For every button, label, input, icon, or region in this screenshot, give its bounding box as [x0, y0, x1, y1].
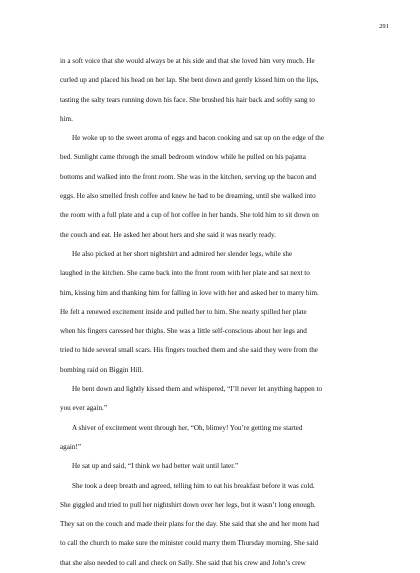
text-line: the room with a full plate and a cup of hot coffee in her hands. She told him to sit down on [60, 211, 319, 220]
text-line: him. [60, 114, 73, 123]
text-line: He bent down and lightly kissed them and whispered, “I’ll never let anything happen to [72, 385, 323, 394]
text-line: They sat on the couch and made their plans for the day. She said that she and her mom had [60, 520, 319, 529]
text-line: you ever again.” [60, 404, 107, 413]
text-line: again!” [60, 442, 82, 451]
text-line: eggs. He also smelled fresh coffee and knew he had to be dreaming, until she walked into [60, 192, 316, 201]
text-line: curled up and placed his head on her lap. She bent down and gently kissed him on the lips, [60, 76, 319, 85]
text-line: laughed in the kitchen. She came back into the front room with her plate and sat next to [60, 269, 310, 278]
text-line: A shiver of excitement went through her, “Oh, blimey! You’re getting me started [72, 423, 303, 432]
text-line: that she also needed to call and check on Sally. She said that his crew and John’s crew [60, 558, 306, 567]
text-line: to call the church to make sure the minister could marry them Thursday morning. She said [60, 539, 319, 548]
text-line: tasting the salty tears running down his face. She brushed his hair back and softly sang to [60, 95, 315, 104]
text-line: tried to hide several small scars. His fingers touched them and she said they were from the [60, 346, 318, 355]
text-line: He felt a renewed excitement inside and pulled her to him. She nearly spilled her plate [60, 307, 307, 316]
text-line: She took a deep breath and agreed, telling him to eat his breakfast before it was cold. [72, 481, 315, 490]
text-line: bed. Sunlight came through the small bedroom window while he pulled on his pajama [60, 153, 306, 162]
body-text [60, 52, 365, 573]
text-line: when his fingers caressed her thighs. She was a little self-conscious about her legs and [60, 327, 307, 336]
text-line: He sat up and said, “I think we had better wait until later.” [72, 462, 239, 471]
page-number: 291 [379, 23, 389, 30]
text-line: bottoms and walked into the front room. She was in the kitchen, serving up the bacon and [60, 172, 317, 181]
text-line: him, kissing him and thanking him for falling in love with her and asked her to marry him. [60, 288, 319, 297]
text-line: She giggled and tried to pull her nightshirt down over her legs, but it wasn’t long enough. [60, 500, 316, 509]
text-line: in a soft voice that she would always be at his side and that she loved him very much. He [60, 57, 315, 65]
text-line: bombing raid on Biggin Hill. [60, 365, 144, 374]
text-line: the couch and eat. He asked her about hers and she said it was nearly ready. [60, 230, 276, 239]
text-line: He woke up to the sweet aroma of eggs and bacon cooking and sat up on the edge of the [72, 134, 325, 143]
text-line: He also picked at her short nightshirt and admired her slender legs, while she [72, 249, 293, 258]
